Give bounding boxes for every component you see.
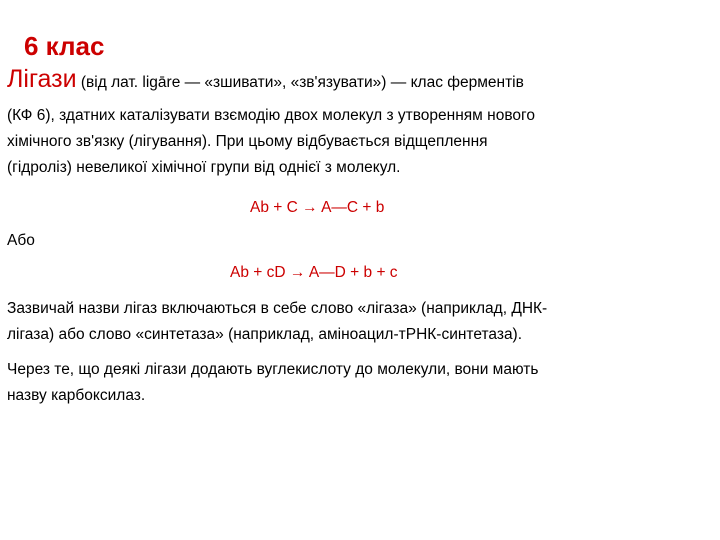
reaction-formula-1: Ab + C → A—C + b [250, 199, 385, 216]
slide-title: 6 клас [24, 31, 105, 61]
or-label: Або [7, 232, 35, 249]
naming-line: Зазвичай назви лігаз включаються в себе слово «лігаза» (наприклад, ДНК- [7, 300, 548, 317]
carboxylase-paragraph [7, 357, 687, 409]
definition-first-line [7, 64, 717, 98]
definition-line: (гідроліз) невеликої хімічної групи від однієї з молекул. [7, 159, 401, 176]
carboxylase-line: назву карбоксилаз. [7, 387, 146, 404]
definition-line: хімічного зв'язку (лігування). При цьому відбувається відщеплення [7, 133, 488, 150]
reaction-formula-2: Ab + cD → A—D + b + c [230, 264, 398, 281]
term-etymology: (від лат. ligāre — «зшивати», «зв'язувати») — клас ферментів [76, 74, 524, 91]
definition-line: (КФ 6), здатних каталізувати взємодію двох молекул з утворенням нового [7, 107, 535, 124]
naming-line: лігаза) або слово «синтетаза» (наприклад, аміноацил-тРНК-синтетаза). [7, 326, 523, 343]
term-ligases: Лігази [7, 65, 77, 93]
definition-paragraph [7, 103, 687, 181]
naming-paragraph [7, 296, 687, 348]
carboxylase-line: Через те, що деякі лігази додають вуглекислоту до молекули, вони мають [7, 361, 539, 378]
